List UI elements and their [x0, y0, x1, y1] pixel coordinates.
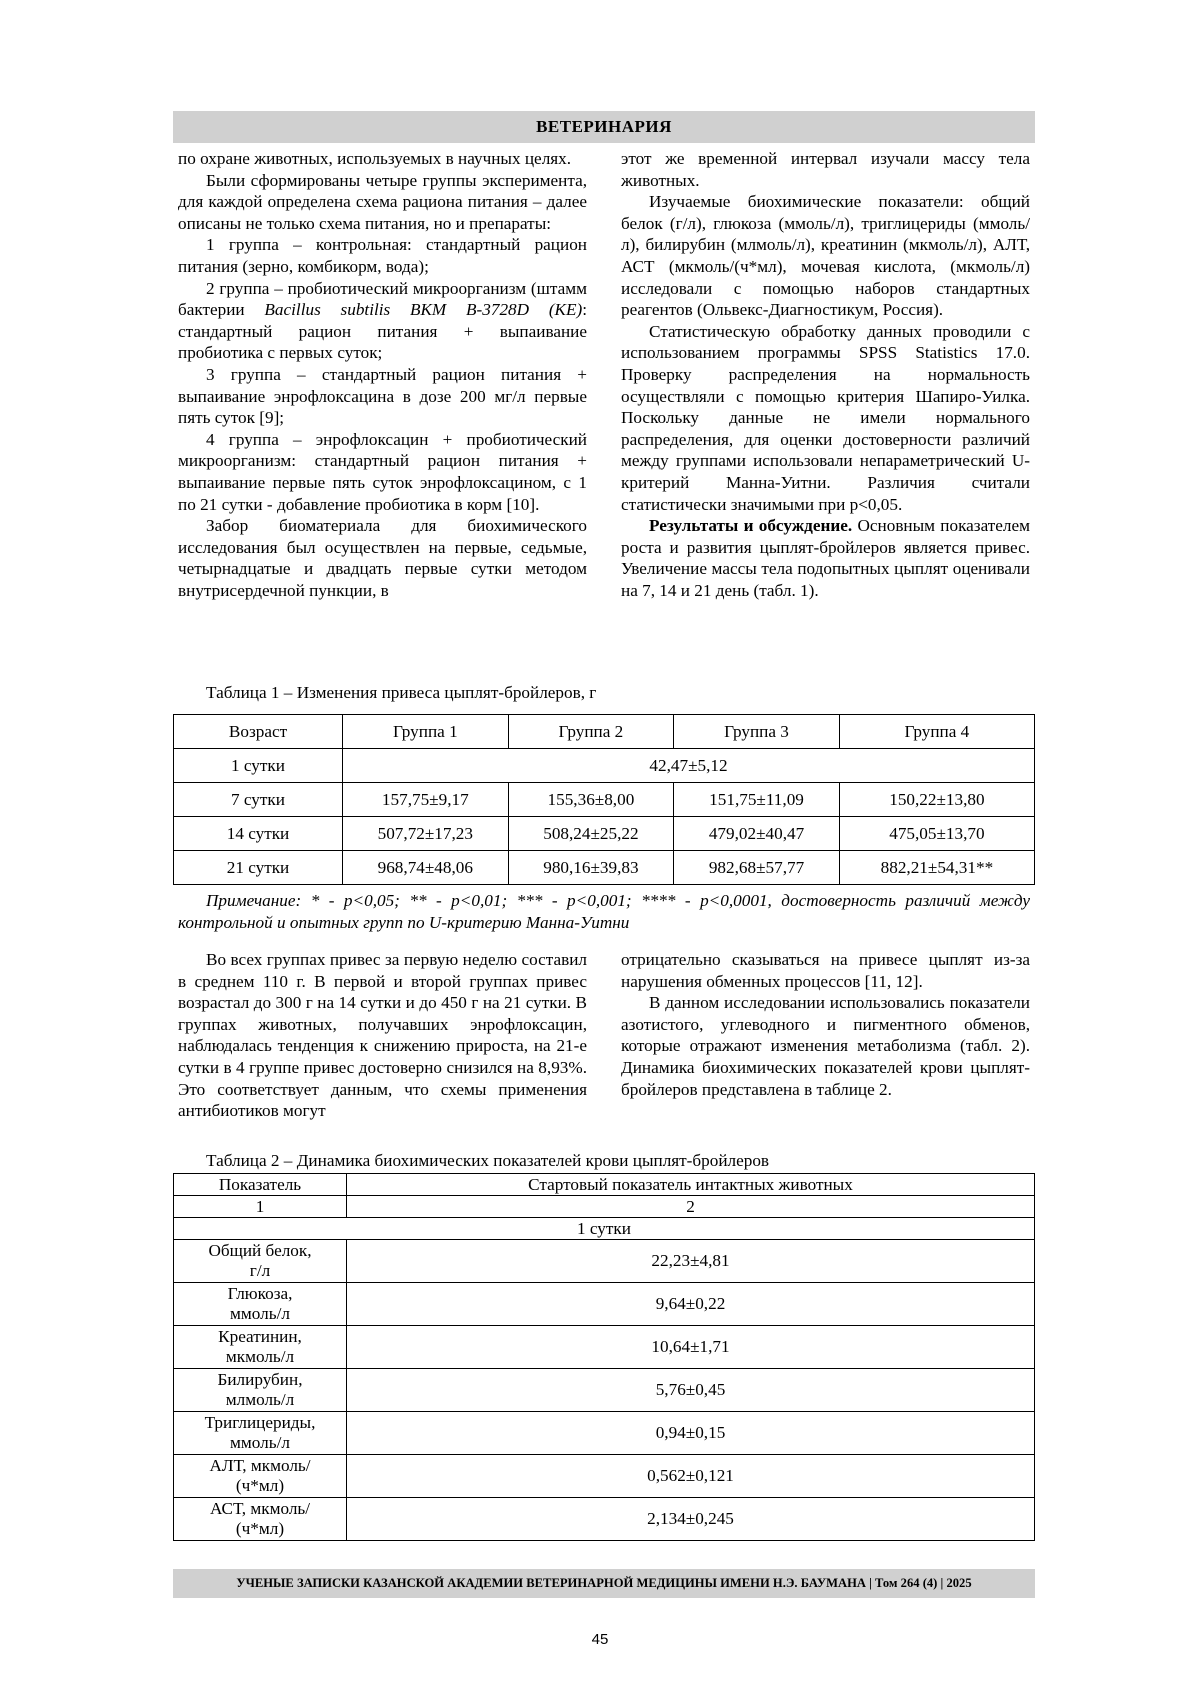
- indicator-unit: мкмоль/л: [225, 1347, 295, 1366]
- indicator-unit: (ч*мл): [235, 1476, 285, 1495]
- text-span: Основным показателем роста и развития цыплят-бройлеров является привес. Увеличение массы тела подопытных цыплят оценивали на 7, 14 и 21 день (табл. 1).: [621, 516, 1031, 600]
- indicator-name: АСТ, мкмоль/: [209, 1499, 311, 1518]
- table-cell: 5,76±0,45: [347, 1369, 1035, 1412]
- table-row: [174, 749, 1035, 783]
- table-cell: [174, 1283, 347, 1326]
- table2: [173, 1173, 1035, 1541]
- table-cell: 882,21±54,31**: [839, 851, 1034, 885]
- paragraph: Изучаемые биохимические показатели: общий белок (г/л), глюкоза (ммоль/л), триглицериды (ммоль/л), билирубин (млмоль/л), креатинин (мкмоль/л), АЛТ, АСТ (мкмоль/(ч*мл), мочевая кислота, (мкмоль/л) исследовали с помощью наборов стандартных реагентов (Ольвекс-Диагностикум, Россия).: [621, 192, 1030, 320]
- table-cell: 21 сутки: [174, 851, 343, 885]
- table-cell: [174, 1498, 347, 1541]
- table-row: [174, 1369, 1035, 1412]
- table-cell: [174, 1326, 347, 1369]
- table-row: [174, 1412, 1035, 1455]
- indicator-unit: млмоль/л: [225, 1390, 295, 1409]
- page-number: 45: [591, 1631, 609, 1648]
- table-header-row: [174, 1174, 1035, 1196]
- table-row: [174, 1196, 1035, 1218]
- indicator-name: Креатинин,: [218, 1327, 302, 1346]
- paragraph: Статистическую обработку данных проводили с использованием программы SPSS Statistics 17.0. Проверку распределения на нормальность осуществляли с помощью критерия Шапиро-Уилка. Поскольку данные не имели нормального распределения, для оценки достоверности различий между группами использовали непараметрический U-критерий Манна-Уитни. Различия считали статистически значимыми при p<0,05.: [621, 321, 1030, 514]
- paragraph: Были сформированы четыре группы эксперимента, для каждой определена схема рациона питания – далее описаны не только схема питания, но и препараты:: [178, 170, 587, 233]
- journal-footer: УЧЕНЫЕ ЗАПИСКИ КАЗАНСКОЙ АКАДЕМИИ ВЕТЕРИНАРНОЙ МЕДИЦИНЫ ИМЕНИ Н.Э. БАУМАНА | Том 264 (4) | 2025: [173, 1569, 1035, 1598]
- table-header-cell: Группа 4: [839, 715, 1034, 749]
- table-cell: 7 сутки: [174, 783, 343, 817]
- table-cell: 157,75±9,17: [343, 783, 509, 817]
- section-header: ВЕТЕРИНАРИЯ: [173, 111, 1035, 143]
- table-cell: 22,23±4,81: [347, 1240, 1035, 1283]
- indicator-unit: (ч*мл): [235, 1519, 285, 1538]
- table-cell: 150,22±13,80: [839, 783, 1034, 817]
- table-cell: 479,02±40,47: [674, 817, 840, 851]
- table-row: [174, 851, 1035, 885]
- table1: [173, 714, 1035, 885]
- table-cell: 1: [174, 1196, 347, 1218]
- table-cell: 508,24±25,22: [508, 817, 674, 851]
- table-header-cell: Группа 3: [674, 715, 840, 749]
- table-header-cell: Группа 2: [508, 715, 674, 749]
- table-cell: 507,72±17,23: [343, 817, 509, 851]
- indicator-name: Глюкоза,: [227, 1284, 293, 1303]
- left-column-2: [178, 949, 587, 1122]
- table-cell: 1 сутки: [174, 749, 343, 783]
- strain-name: Bacillus subtilis ВКМ В-3728D (КЕ): [264, 300, 583, 320]
- table-header-cell: Стартовый показатель интактных животных: [347, 1174, 1035, 1196]
- indicator-name: Общий белок,: [208, 1241, 312, 1260]
- table-row: [174, 1455, 1035, 1498]
- indicator-unit: ммоль/л: [230, 1304, 290, 1323]
- paragraph: этот же временной интервал изучали массу тела животных.: [621, 149, 1030, 190]
- table-cell: [174, 1369, 347, 1412]
- section-heading: Результаты и обсуждение.: [649, 516, 853, 536]
- indicator-unit: ммоль/л: [230, 1433, 290, 1452]
- table-row: [174, 1283, 1035, 1326]
- right-column: [621, 148, 1030, 601]
- paragraph: В данном исследовании использовались показатели азотистого, углеводного и пигментного обменов, которые отражают изменения метаболизма (табл. 2). Динамика биохимических показателей крови цыплят-бройлеров представлена в таблице 2.: [621, 993, 1030, 1099]
- table-cell: 0,562±0,121: [347, 1455, 1035, 1498]
- table-row: [174, 1498, 1035, 1541]
- table-cell: 980,16±39,83: [508, 851, 674, 885]
- indicator-name: Триглицериды,: [204, 1413, 316, 1432]
- table-cell: 2: [347, 1196, 1035, 1218]
- table-cell: 42,47±5,12: [343, 749, 1035, 783]
- table-header-cell: Группа 1: [343, 715, 509, 749]
- table-cell: 475,05±13,70: [839, 817, 1034, 851]
- table-cell: 10,64±1,71: [347, 1326, 1035, 1369]
- indicator-name: АЛТ, мкмоль/: [209, 1456, 311, 1475]
- table-cell: 14 сутки: [174, 817, 343, 851]
- text-span: 2 группа – пробиотический микроорганизм (штамм бактерии: [178, 278, 587, 320]
- table-cell: 968,74±48,06: [343, 851, 509, 885]
- table-cell: 1 сутки: [174, 1218, 1035, 1240]
- paragraph: Забор биоматериала для биохимического исследования был осуществлен на первые, седьмые, четырнадцатые и двадцать первые сутки методом внутрисердечной пункции, в: [178, 516, 587, 600]
- table-cell: 0,94±0,15: [347, 1412, 1035, 1455]
- table-header-cell: Показатель: [174, 1174, 347, 1196]
- paragraph: [178, 278, 587, 364]
- paragraph: Во всех группах привес за первую неделю составил в среднем 110 г. В первой и второй группах привес возрастал до 300 г на 14 сутки и до 450 г на 21 сутки. В группах животных, получавших энрофлоксацин, наблюдалась тенденция к снижению прироста, на 21-е сутки в 4 группе привес достоверно снизился на 8,93%. Это соответствует данным, что схемы применения антибиотиков могут: [178, 950, 587, 1121]
- table-header-row: [174, 715, 1035, 749]
- paragraph: по охране животных, используемых в научных целях.: [178, 149, 572, 168]
- table-row: [174, 817, 1035, 851]
- table-header-cell: Возраст: [174, 715, 343, 749]
- table-cell: 2,134±0,245: [347, 1498, 1035, 1541]
- text-span: : стандартный рацион питания + выпаивание пробиотика с первых суток;: [178, 300, 587, 363]
- table-cell: 155,36±8,00: [508, 783, 674, 817]
- table-cell: [174, 1412, 347, 1455]
- paragraph: отрицательно сказываться на привесе цыплят из-за нарушения обменных процессов [11, 12].: [621, 950, 1030, 991]
- paragraph: 3 группа – стандартный рацион питания + выпаивание энрофлоксацина в дозе 200 мг/л первые пять суток [9];: [178, 364, 587, 428]
- paragraph: 1 группа – контрольная: стандартный рацион питания (зерно, комбикорм, вода);: [178, 235, 587, 276]
- paragraph: [621, 515, 1030, 601]
- table-cell: 982,68±57,77: [674, 851, 840, 885]
- table-row: [174, 783, 1035, 817]
- table-cell: 9,64±0,22: [347, 1283, 1035, 1326]
- table-row: [174, 1240, 1035, 1283]
- table-row: [174, 1326, 1035, 1369]
- table-cell: [174, 1455, 347, 1498]
- table1-caption: Таблица 1 – Изменения привеса цыплят-бройлеров, г: [206, 683, 597, 702]
- table-cell: [174, 1240, 347, 1283]
- indicator-name: Билирубин,: [217, 1370, 303, 1389]
- table-cell: 151,75±11,09: [674, 783, 840, 817]
- indicator-unit: г/л: [249, 1261, 271, 1280]
- right-column-2: [621, 949, 1030, 1100]
- table2-caption: Таблица 2 – Динамика биохимических показателей крови цыплят-бройлеров: [206, 1151, 770, 1170]
- paragraph: 4 группа – энрофлоксацин + пробиотический микроорганизм: стандартный рацион питания + выпаивание первые пять суток энрофлоксацином, с 1 по 21 сутки - добавление пробиотика в корм [10].: [178, 429, 587, 514]
- table1-note: Примечание: * - p<0,05; ** - p<0,01; *** - p<0,001; **** - p<0,0001, достоверность различий между контрольной и опытных групп по U-критерию Манна-Уитни: [178, 891, 1030, 932]
- left-column: [178, 148, 587, 601]
- table-section-row: [174, 1218, 1035, 1240]
